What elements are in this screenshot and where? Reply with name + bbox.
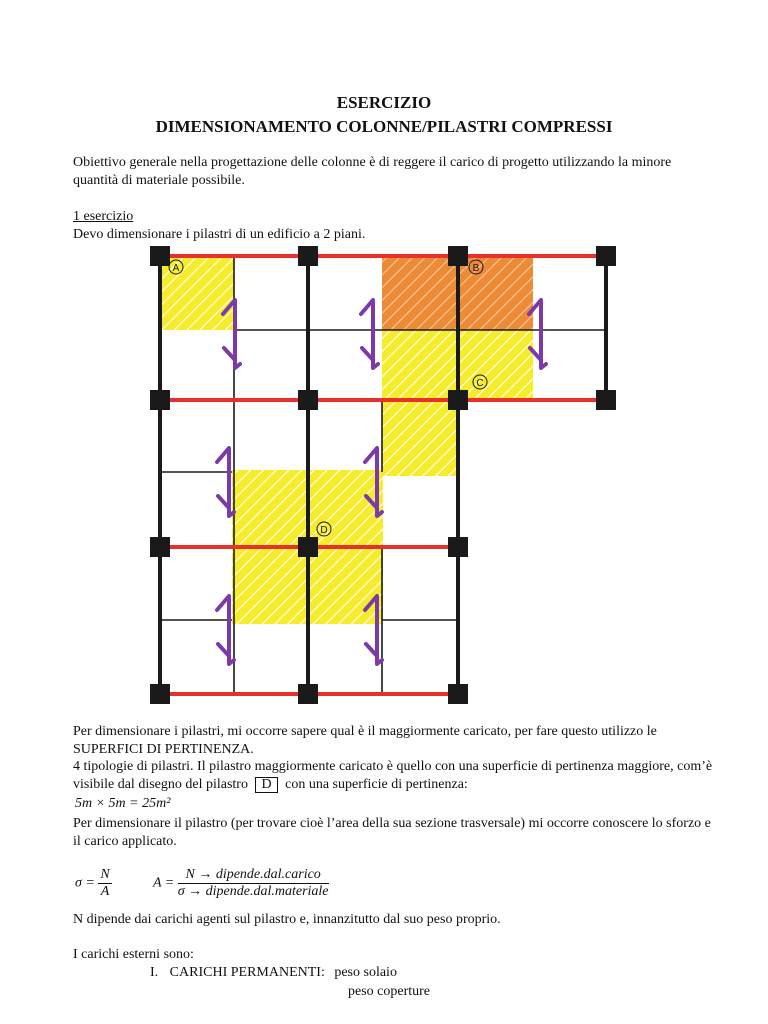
tributary-area-a: [160, 256, 234, 330]
list-item-coperture: peso coperture: [348, 984, 431, 999]
list-item-permanenti: [150, 964, 397, 982]
list-label: CARICHI PERMANENTI:: [169, 965, 325, 980]
label-d: D: [320, 525, 328, 536]
paragraph-sezione: Per dimensionare il pilastro (per trovare cioè l’area della sua sezione trasversale) mi occorre conoscere lo sforzo e il carico applicato.: [73, 816, 711, 849]
page-subtitle: DIMENSIONAMENTO COLONNE/PILASTRI COMPRESSI: [155, 117, 613, 136]
floor-plan-diagram: [145, 244, 625, 710]
label-c: C: [476, 378, 484, 389]
tributary-area-c-lower: [382, 400, 458, 476]
formula-area: [153, 867, 329, 900]
exercise-text: Devo dimensionare i pilastri di un edificio a 2 piani.: [73, 227, 366, 242]
paragraph-superfici: Per dimensionare i pilastri, mi occorre sapere qual è il maggiormente caricato, per fare questo utilizzo le SUPERFICI DI PERTINENZA.: [73, 724, 657, 757]
pillar-d-box: D: [255, 777, 277, 793]
label-b: B: [472, 263, 480, 274]
fraction-denominator: A: [100, 884, 110, 899]
paragraph-tipologie-end: con una superficie di pertinenza:: [285, 776, 468, 792]
formula-sigma: [75, 867, 112, 900]
area-symbol: A =: [153, 875, 175, 891]
area-numerator: N → dipende.dal.carico: [178, 867, 329, 884]
page-title: ESERCIZIO: [336, 93, 432, 112]
exercise-heading: 1 esercizio: [73, 209, 134, 224]
sigma-fraction: [98, 867, 111, 900]
list-item-solaio: peso solaio: [334, 965, 397, 980]
paragraph-n-dipende: N dipende dai carichi agenti sul pilastro e, innanzitutto dal suo peso proprio.: [73, 912, 501, 927]
paragraph-tipologie: [73, 758, 713, 793]
list-number: I.: [150, 965, 159, 980]
intro-paragraph: Obiettivo generale nella progettazione delle colonne è di reggere il carico di progetto utilizzando la minore quantità di materiale possibile.: [73, 155, 672, 188]
paragraph-carichi: I carichi esterni sono:: [73, 947, 194, 962]
label-a: A: [172, 263, 180, 274]
area-fraction: [178, 867, 329, 900]
area-denominator: σ → dipende.dal.materiale: [177, 884, 329, 899]
sigma-symbol: σ =: [75, 875, 95, 891]
paragraph-tipologie-text: 4 tipologie di pilastri. Il pilastro maggiormente caricato è quello con una superficie di pertinenza maggiore, com’è visibile dal disegno del pilastro: [73, 759, 713, 792]
area-equation: 5m × 5m = 25m²: [75, 796, 171, 811]
fraction-numerator: N: [100, 867, 110, 882]
